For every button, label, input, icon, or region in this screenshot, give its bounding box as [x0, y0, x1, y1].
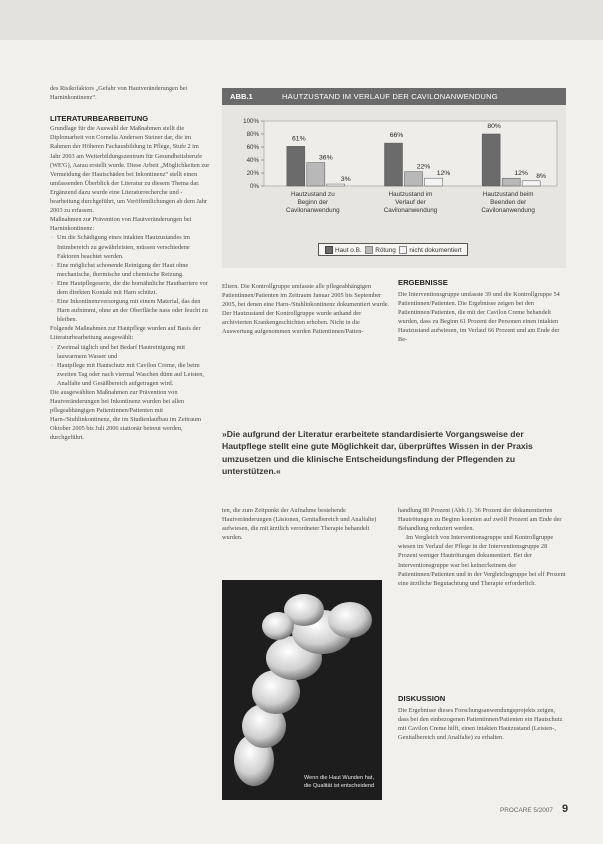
- middle-column-text: [222, 282, 390, 337]
- y-tick-label: 0%: [250, 183, 259, 191]
- category-label: Cavilonanwendung: [383, 207, 438, 214]
- category-label: Hautzustand im: [388, 191, 433, 198]
- y-tick-label: 60%: [246, 144, 259, 152]
- y-tick-label: 20%: [246, 170, 259, 178]
- page-number: 9: [562, 803, 569, 815]
- y-tick-label: 80%: [246, 131, 259, 139]
- paragraph: Die Ergebnisse dieses Forschungsanwendungsprojekts zeigen, dass bei den einbezogenen Patientinnen/Patienten ein Hautschutz mit Cavilon Creme hilft, einen intakten Hautzustand (Leisten-, Genitalbereich und Analfalte) zu erhalten.: [398, 707, 563, 742]
- legend-swatch: [365, 246, 373, 254]
- paragraph: Eltern. Die Kontrollgruppe umfasste alle pflegeabhängigen Patientinnen/Patienten im Zeitraum Januar 2005 bis September 2005, bei denen eine Harn-/Stuhlinkontinenz dokumentiert wurde. Der Hautzustand der Kontrollgruppe wurde anhand der archivierten Krankengeschichten erhoben. Nicht in die Auswertung aufgenommen wurden Patientinnen/Patien-: [222, 283, 390, 336]
- data-label: 12%: [514, 170, 528, 178]
- section-heading-literatur: LITERATURBEARBEITUNG: [50, 114, 149, 124]
- list-item: · Um die Schädigung eines intakten Hautzustandes im Intimbereich zu gewährleisten, müssen verschiedene Faktoren beachtet werden.: [57, 233, 210, 260]
- paragraph: Maßnahmen zur Prävention von Hautveränderungen bei Harninkontinenz:: [50, 216, 192, 233]
- list-item: · Hautpflege mit Hautschutz mit Cavilon Creme, die beim zweiten Tag oder nach viermal Waschen dünn auf Leisten, Analfalte und Gesäßbereich aufgetragen wird.: [57, 361, 210, 388]
- data-label: 66%: [389, 132, 404, 140]
- product-photo: [222, 580, 382, 800]
- category-label: Hautzustand zu: [290, 191, 335, 198]
- top-band: [0, 0, 603, 40]
- data-label: 8%: [536, 172, 547, 180]
- photo-caption: Wenn die Haut Wunden hat, die Qualität ist entscheidend: [303, 775, 375, 789]
- data-label: 36%: [319, 154, 333, 162]
- category-label: Beenden der: [490, 199, 527, 206]
- data-label: 22%: [416, 163, 431, 171]
- list-item: · Zweimal täglich und bei Bedarf Hautreinigung mit lauwarmem Wasser und: [57, 343, 210, 361]
- foot-image: [222, 580, 382, 800]
- list-item: · Eine Hautpflegeserie, die die hornähnliche Hautbarriere vor dem direkten Kontakt mit Harn schützt.: [57, 279, 210, 297]
- bar: [405, 172, 423, 186]
- paragraph: handlung 80 Prozent (Abb.1). 36 Prozent der dokumentierten Hautrötungen zu Beginn konnten auf zwölf Prozent am Ende der Behandlung reduziert werden.: [398, 507, 562, 533]
- journal-name: PROCARE 5/2007: [500, 807, 553, 814]
- bar: [425, 178, 443, 186]
- section-heading-diskussion: DISKUSSION: [398, 694, 446, 703]
- right-column-text-discussion: [398, 706, 566, 742]
- chart-legend: [318, 243, 468, 256]
- figure-tag: ABB.1: [230, 92, 253, 101]
- bar: [385, 143, 403, 186]
- care-list: [50, 343, 210, 388]
- data-label: 61%: [292, 135, 306, 143]
- data-label: 12%: [436, 170, 451, 178]
- category-label: Beginn der: [297, 199, 329, 206]
- paragraph: Die ausgewählten Maßnahmen zur Prävention von Hautveränderungen bei Inkontinenz wurden bei allen pflegeabhängigen Patientinnen/Patienten mit Harn-/Stuhlinkontinenz, die im Studienlaufbau im Zeitraum Oktober 2005 bis Juli 2006 stationär betreut werden, durchgeführt.: [50, 389, 202, 442]
- category-label: Verlauf der: [395, 199, 426, 206]
- right-column-text-lower: [398, 506, 566, 588]
- middle-column-text-lower: [222, 506, 390, 542]
- legend-label: Rötung: [375, 247, 396, 254]
- figure-chart: [222, 88, 566, 268]
- bar: [307, 163, 325, 186]
- bar: [327, 184, 345, 186]
- bar: [482, 134, 500, 186]
- left-column: [50, 84, 210, 443]
- bar: [287, 146, 305, 186]
- right-column-text: [398, 290, 566, 345]
- legend-swatch: [325, 246, 333, 254]
- legend-label: nicht dokumentiert: [409, 247, 462, 254]
- figure-title: HAUTZUSTAND IM VERLAUF DER CAVILONANWENDUNG: [282, 92, 498, 101]
- data-label: 80%: [487, 123, 501, 130]
- paragraph: Die Interventionsgruppe umfasste 39 und die Kontrollgruppe 54 Patientinnen/Patienten. Die Ergebnisse zeigen bei den Patientinnen/Patienten, die mit der Cavilon Creme behandelt wurden, dass zu Beginn 61 Prozent der Personen einen intakten Hautzustand aufwiesen, im Verlauf 66 Prozent und am Ende der Be-: [398, 291, 560, 344]
- category-label: Hautzustand beim: [482, 191, 534, 198]
- paragraph: ten, die zum Zeitpunkt der Aufnahme bestehende Hautveränderungen (Läsionen, Genitalbereich und Analfalte) aufwiesen, die mit ärztlich verordneter Therapie behandelt wurden.: [222, 507, 377, 542]
- section-heading-ergebnisse: ERGEBNISSE: [398, 278, 448, 287]
- paragraph: Folgende Maßnahmen zur Hautpflege wurden auf Basis der Literaturbearbeitung ausgewählt:: [50, 325, 201, 342]
- bar-chart: [222, 88, 566, 243]
- bar: [522, 181, 540, 186]
- lead-text: des Risikofaktors „Gefahr von Hautveränderungen bei Harninkontinenz“.: [50, 85, 188, 102]
- paragraph: Im Vergleich von Interventionsgruppe und Kontrollgruppe wiesen im Verlauf der Pflege in der Interventionsgruppe 28 Prozent weniger Hautrötungen dokumentiert. Bei der Interventionsgruppe war bei keiner/keinem der Patientinnen/Patienten und in der Vergleichsgruppe bei elf Prozent eine ärztliche Begutachtung und Therapie erforderlich.: [398, 534, 566, 587]
- paragraph: Grundlage für die Auswahl der Maßnahmen stellt die Diplomarbeit von Cornelia Andersen Steiner dar, die im Rahmen der Höheren Fachausbildung in Pflege, Stufe 2 im Jahr 2003 am Weiterbildungszentrum für Gesundheitsberufe (WE'G), Aarau erstellt wurde. Diese Arbeit „Möglichkeiten zur Vermeidung der Hautschäden bei Inkontinenz“ stellt einen umfassenden Überblick der Literatur zu diesem Thema dar. Ergänzend dazu wurde eine Literaturrecherche und -bearbeitung durchgeführt, um Veröffentlichungen ab dem Jahr 2003 zu erfassen.: [50, 125, 210, 215]
- measures-list: [50, 233, 210, 324]
- legend-label: Haut o.B.: [335, 247, 362, 254]
- category-label: Cavilonanwendung: [286, 207, 340, 214]
- data-label: 3%: [340, 176, 351, 184]
- pull-quote: »Die aufgrund der Literatur erarbeitete standardisierte Vorgangsweise der Hautpflege stellt eine gute Möglichkeit dar, überprüftes Wissen in der Praxis umzusetzen und die klinische Entscheidungsfindung der Pflegenden zu unterstützen.«: [222, 429, 533, 477]
- list-item: · Eine möglichst schonende Reinigung der Haut ohne mechanische, thermische und chemische Reizung.: [57, 261, 210, 279]
- list-item: · Eine Inkontinenzversorgung mit einem Material, das den Harn aufnimmt, ohne an der Oberfläche nass oder feucht zu bleiben.: [57, 297, 210, 324]
- y-tick-label: 100%: [243, 118, 259, 126]
- bar: [502, 178, 520, 186]
- category-label: Cavilonanwendung: [481, 207, 535, 214]
- y-tick-label: 40%: [246, 157, 259, 165]
- legend-swatch: [399, 246, 407, 254]
